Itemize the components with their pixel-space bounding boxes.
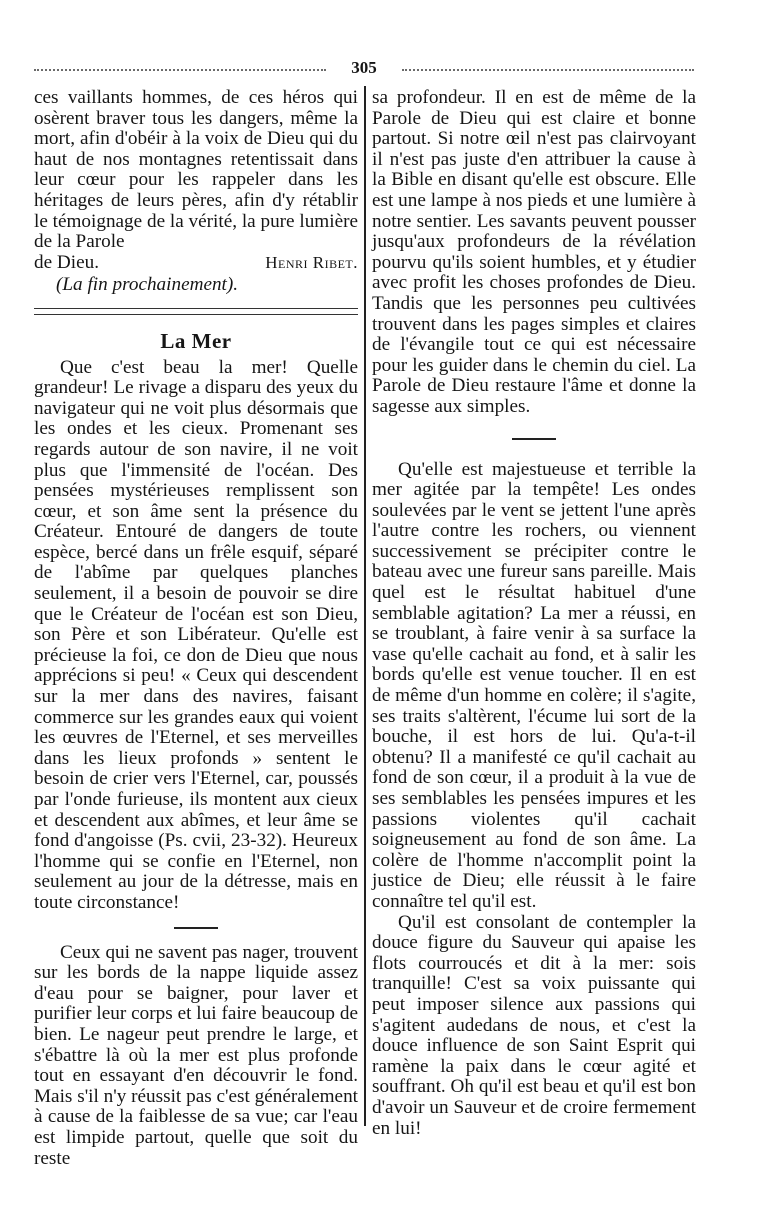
- right-column: [372, 88, 696, 1139]
- signature-line: [34, 253, 358, 274]
- article-paragraph: Que c'est beau la mer! Quelle grandeur! Le rivage a disparu des yeux du navigateur qui ne voit plus désormais que les ondes et les cieux. Promenant ses regards autour de son navire, il ne voit plus que l'immensité de l'océan. Des pensées mystérieuses remplissent son cœur, et son âme sent la présence du Créateur. Entouré de dangers de toute espèce, bercé dans un frêle esquif, séparé de l'abîme par quelques planches seulement, il a besoin de pouvoir se dire que le Créateur de l'océan est son Dieu, son Père et son Libérateur. Qu'elle est précieuse la foi, ce don de Dieu que nous apprécions si peu! « Ceux qui descendent sur la mer dans des navires, faisant commerce sur les grandes eaux qui voient les œuvres de l'Eternel, et ses merveilles dans les lieux profonds » sentent le besoin de crier vers l'Eternel, car, poussés par l'onde furieuse, ils montent aux cieux et descendent aux abîmes, et leur âme se fond d'angoisse (Ps. cvii, 23-32). Heureux l'homme qui se confie en l'Eternel, non seulement au jour de la détresse, mais en toute circonstance!: [34, 356, 358, 913]
- paragraph-separator: [512, 438, 556, 440]
- signature-lead-text: de Dieu.: [34, 251, 100, 273]
- article-paragraph: Qu'il est consolant de contempler la douce figure du Sauveur qui apaise les flots courroucés et dit à la mer: sois tranquille! C'est sa voix puissante qui peut imposer silence aux passions qui s'agitent audedans de nous, et c'est la douce influence de son Saint Esprit qui ramène la paix dans le cœur agité et souffrant. Oh qu'il est beau et qu'il est bon d'avoir un Sauveur et de croire fermement en lui!: [372, 911, 696, 1139]
- page-header: [34, 58, 694, 82]
- section-title: La Mer: [160, 328, 232, 353]
- article-paragraph: sa profondeur. Il en est de même de la Parole de Dieu qui est claire et bonne partout. Si notre œil n'est pas clairvoyant il n'est pas juste d'en attribuer la cause à la Bible en disant qu'elle est obscure. Elle est une lampe à nos pieds et une lumière à notre sentier. Les savants peuvent pousser jusqu'aux profondeurs de la révélation pourvu qu'ils soient humbles, et y étudier avec profit les choses profondes de Dieu. Tandis que les personnes peu cultivées trouvent dans les pages simples et claires de l'évangile tout ce qui est nécessaire pour les guider dans le chemin du ciel. La Parole de Dieu restaure l'âme et donne la sagesse aux simples.: [372, 87, 696, 417]
- continuation-note: (La fin prochainement).: [56, 274, 239, 296]
- header-rule-right: [402, 69, 694, 71]
- article-paragraph: Ceux qui ne savent pas nager, trouvent sur les bords de la nappe liquide assez d'eau pour se baigner, pour laver et purifier leur corps et lui faire beaucoup de bien. Le nageur peut prendre le large, et s'ébattre là où la mer est plus profonde tout en essayant d'en découvrir le fond. Mais s'il n'y réussit pas c'est généralement à cause de la faiblesse de sa vue; car l'eau est limpide partout, quelle que soit du reste: [34, 941, 358, 1169]
- section-separator: [34, 308, 358, 315]
- paragraph-separator: [174, 927, 218, 929]
- column-divider: [364, 86, 366, 1126]
- left-column: [34, 88, 358, 1169]
- author-name: Henri Ribet.: [265, 252, 358, 272]
- page-number: 305: [351, 58, 377, 77]
- continued-paragraph: ces vaillants hommes, de ces héros qui osèrent braver tous les dangers, même la mort, afin d'obéir à la voix de Dieu qui du haut de nos montagnes retentissait dans leur cœur pour les rappeler dans les héritages de leurs pères, afin d'y rétablir le témoignage de la vérité, la pure lumière de la Parole: [34, 87, 358, 253]
- article-paragraph: Qu'elle est majestueuse et terrible la mer agitée par la tempête! Les ondes soulevées par le vent se jettent l'une après l'autre contre les rochers, ou viennent successivement se précipiter contre le bateau avec une fureur sans pareille. Mais quel est le résultat habituel d'une semblable agitation? La mer a réussi, en se troublant, à faire venir à sa surface la vase qu'elle cachait au fond, et à salir les bords qu'elle est venue toucher. Il en est de même d'un homme en colère; il s'agite, ses traits s'altèrent, l'écume lui sort de la bouche, il est hors de lui. Qu'a-t-il obtenu? Il a manifesté ce qu'il cachait au fond de son cœur, il a produit à la vue de ses semblables les pensées impures et les passions violentes qu'il cachait soigneusement au fond de son âme. La colère de l'homme n'accomplit point la justice de Dieu; elle réussit à le faire connaître tel qu'il est.: [372, 458, 696, 912]
